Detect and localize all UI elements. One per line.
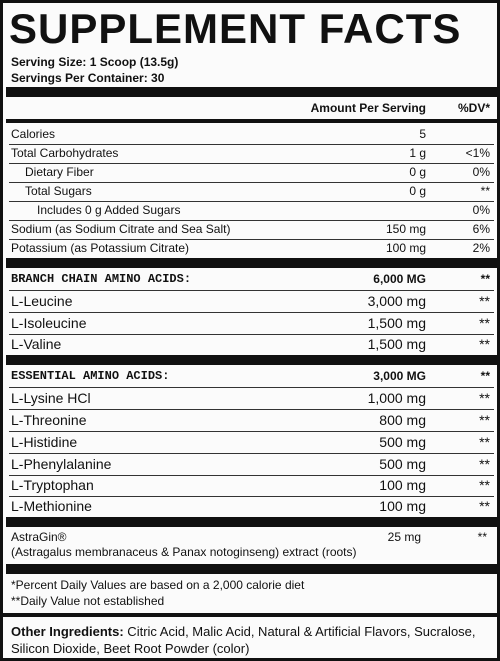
eaa-item-amount: 100 mg xyxy=(379,498,426,514)
eaa-item-name: L-Threonine xyxy=(11,412,87,428)
nutrient-row xyxy=(9,313,494,334)
eaa-header-name: ESSENTIAL AMINO ACIDS: xyxy=(11,369,170,383)
other-ingredients xyxy=(11,623,491,657)
nutrient-name: Total Sugars xyxy=(25,184,92,198)
other-ingredients-label: Other Ingredients: xyxy=(11,624,124,639)
amount-per-serving-header: Amount Per Serving xyxy=(310,101,426,115)
thick-divider xyxy=(6,87,497,97)
eaa-header-amount: 3,000 MG xyxy=(373,369,426,383)
daily-value-header: %DV* xyxy=(457,101,490,115)
astragin-amount: 25 mg xyxy=(387,530,421,544)
eaa-item-dv: ** xyxy=(479,498,490,514)
nutrient-row xyxy=(9,163,494,182)
panel-title: SUPPLEMENT FACTS xyxy=(9,5,462,52)
nutrient-row xyxy=(9,220,494,239)
bcaa-item-dv: ** xyxy=(479,293,490,309)
bcaa-item-amount: 1,500 mg xyxy=(367,315,426,331)
nutrient-row xyxy=(9,475,494,496)
bcaa-item-name: L-Isoleucine xyxy=(11,315,87,331)
nutrient-dv: <1% xyxy=(465,146,490,160)
medium-divider xyxy=(6,119,497,123)
eaa-item-dv: ** xyxy=(479,434,490,450)
astragin-dv: ** xyxy=(477,530,487,544)
bcaa-item-amount: 3,000 mg xyxy=(367,293,426,309)
eaa-item-dv: ** xyxy=(479,477,490,493)
nutrient-row xyxy=(9,291,494,312)
nutrient-row xyxy=(9,334,494,355)
eaa-item-amount: 100 mg xyxy=(379,477,426,493)
bcaa-item-dv: ** xyxy=(479,315,490,331)
nutrient-amount: 150 mg xyxy=(385,222,426,236)
nutrient-row xyxy=(9,432,494,453)
bcaa-header-amount: 6,000 MG xyxy=(373,272,426,286)
nutrient-amount: 5 xyxy=(419,127,426,141)
nutrient-row xyxy=(9,144,494,163)
eaa-item-amount: 500 mg xyxy=(379,456,426,472)
bcaa-header-name: BRANCH CHAIN AMINO ACIDS: xyxy=(11,272,192,286)
nutrient-row xyxy=(9,182,494,201)
thick-divider xyxy=(6,258,497,268)
other-ingredients-text: Citric Acid, Malic Acid, Natural & Artificial Flavors, Sucralose, Silicon Dioxide, Beet Root Powder (color) xyxy=(11,624,476,656)
nutrient-row xyxy=(9,125,494,144)
nutrient-amount: 0 g xyxy=(409,165,426,179)
thick-divider xyxy=(6,355,497,365)
column-header-row xyxy=(9,99,494,117)
bcaa-item-dv: ** xyxy=(479,336,490,352)
nutrient-dv: ** xyxy=(480,184,490,198)
eaa-item-amount: 800 mg xyxy=(379,412,426,428)
bcaa-item-amount: 1,500 mg xyxy=(367,336,426,352)
nutrient-dv: 2% xyxy=(472,241,490,255)
eaa-item-amount: 500 mg xyxy=(379,434,426,450)
nutrient-name: Sodium (as Sodium Citrate and Sea Salt) xyxy=(11,222,231,236)
nutrient-name: Potassium (as Potassium Citrate) xyxy=(11,241,190,255)
nutrient-name: Calories xyxy=(11,127,56,141)
nutrient-amount: 1 g xyxy=(409,146,426,160)
astragin-name: AstraGin® xyxy=(11,530,67,544)
nutrient-name: Includes 0 g Added Sugars xyxy=(37,203,181,217)
nutrient-row xyxy=(9,410,494,431)
eaa-item-name: L-Tryptophan xyxy=(11,477,94,493)
nutrient-name: Dietary Fiber xyxy=(25,165,94,179)
bcaa-item-name: L-Leucine xyxy=(11,293,73,309)
eaa-item-dv: ** xyxy=(479,412,490,428)
bcaa-header-dv: ** xyxy=(480,272,490,286)
nutrient-row xyxy=(9,239,494,258)
eaa-item-amount: 1,000 mg xyxy=(367,390,426,406)
nutrient-row xyxy=(9,201,494,220)
footnote-dv-not-established: **Daily Value not established xyxy=(11,594,165,608)
eaa-item-dv: ** xyxy=(479,390,490,406)
section-header-row xyxy=(9,366,494,387)
serving-size: Serving Size: 1 Scoop (13.5g) xyxy=(11,55,179,69)
eaa-item-name: L-Methionine xyxy=(11,498,92,514)
nutrient-name: Total Carbohydrates xyxy=(11,146,119,160)
eaa-header-dv: ** xyxy=(480,369,490,383)
eaa-item-name: L-Lysine HCl xyxy=(11,390,91,406)
nutrient-row xyxy=(9,388,494,409)
section-header-row xyxy=(9,269,494,290)
nutrient-row xyxy=(9,496,494,517)
eaa-item-name: L-Histidine xyxy=(11,434,78,450)
eaa-item-dv: ** xyxy=(479,456,490,472)
ingredients-divider xyxy=(3,613,497,617)
astragin-description: (Astragalus membranaceus & Panax notoginseng) extract (roots) xyxy=(11,545,357,559)
nutrient-row xyxy=(9,454,494,475)
nutrient-dv: 6% xyxy=(472,222,490,236)
footnote-percent-dv: *Percent Daily Values are based on a 2,000 calorie diet xyxy=(11,578,305,592)
nutrient-dv: 0% xyxy=(472,165,490,179)
nutrient-amount: 100 mg xyxy=(385,241,426,255)
servings-per-container: Servings Per Container: 30 xyxy=(11,71,165,85)
astragin-row xyxy=(11,530,357,560)
nutrient-dv: 0% xyxy=(472,203,490,217)
bcaa-item-name: L-Valine xyxy=(11,336,62,352)
eaa-item-name: L-Phenylalanine xyxy=(11,456,112,472)
thick-divider xyxy=(6,564,497,574)
nutrient-amount: 0 g xyxy=(409,184,426,198)
thick-divider xyxy=(6,517,497,527)
